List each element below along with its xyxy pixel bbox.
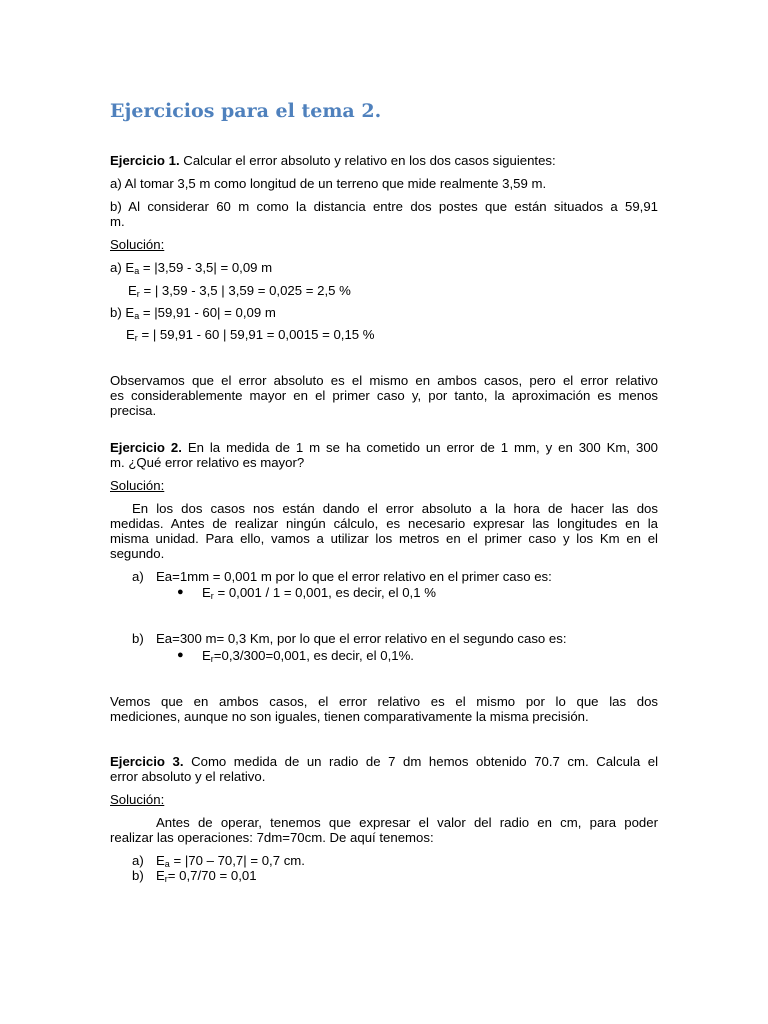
formula-prefix: E xyxy=(156,853,165,868)
exercise-3-paragraph-line2: realizar las operaciones: 7dm=70cm. De aquí tenemos: xyxy=(110,830,434,845)
subscript: r xyxy=(134,333,138,343)
formula-prefix: E xyxy=(126,327,135,342)
exercise-2-item-b-marker: b) xyxy=(132,631,144,646)
exercise-2-statement-line1 xyxy=(110,440,658,456)
exercise-1-text: Calcular el error absoluto y relativo en los dos casos siguientes: xyxy=(179,153,556,168)
exercise-2-solution-heading: Solución: xyxy=(110,478,165,493)
formula-rest: = |3,59 - 3,5| = 0,09 m xyxy=(139,260,273,275)
exercise-3-text: Como medida de un radio de 7 dm hemos obtenido 70.7 cm. Calcula el xyxy=(183,754,658,769)
subscript: a xyxy=(134,311,140,321)
exercise-3-item-b xyxy=(156,868,257,884)
exercise-1-case-a: a) Al tomar 3,5 m como longitud de un terreno que mide realmente 3,59 m. xyxy=(110,176,547,191)
formula-rest: = | 59,91 - 60 | 59,91 = 0,0015 = 0,15 % xyxy=(137,327,375,342)
formula-rest: = 0,7/70 = 0,01 xyxy=(167,868,257,883)
subscript: r xyxy=(164,874,168,884)
formula-rest: = |59,91 - 60| = 0,09 m xyxy=(139,305,276,320)
exercise-2-text: En la medida de 1 m se ha cometido un error de 1 mm, y en 300 Km, 300 xyxy=(181,440,659,455)
exercise-3-item-a xyxy=(156,853,305,869)
exercise-1-solution-a-abs xyxy=(110,260,272,276)
formula-prefix: a) E xyxy=(110,260,135,275)
exercise-2-item-a-text: Ea=1mm = 0,001 m por lo que el error relativo en el primer caso es: xyxy=(156,569,552,584)
exercise-1-case-b-line1: b) Al considerar 60 m como la distancia entre dos postes que están situados a 59,91 xyxy=(110,199,658,214)
exercise-2-paragraph-line2: medidas. Antes de realizar ningún cálculo, es necesario expresar las longitudes en la xyxy=(110,516,658,531)
subscript: r xyxy=(210,654,214,664)
formula-prefix: b) E xyxy=(110,305,135,320)
exercise-3-label: Ejercicio 3. xyxy=(110,754,184,769)
formula-prefix: E xyxy=(202,585,211,600)
formula-rest: =0,3/300=0,001, es decir, el 0,1%. xyxy=(213,648,414,663)
exercise-1-case-b-line2: m. xyxy=(110,214,125,229)
exercise-1-solution-b-rel xyxy=(126,327,375,343)
exercise-1-solution-b-abs xyxy=(110,305,276,321)
formula-prefix: E xyxy=(202,648,211,663)
exercise-1-observation-line1: Observamos que el error absoluto es el mismo en ambos casos, pero el error relativo xyxy=(110,373,658,388)
exercise-3-item-a-marker: a) xyxy=(132,853,144,868)
formula-prefix: E xyxy=(156,868,165,883)
exercise-1-solution-a-rel xyxy=(128,283,351,299)
exercise-1-observation-line3: precisa. xyxy=(110,403,157,418)
bullet-icon: ● xyxy=(177,649,184,661)
exercise-2-label: Ejercicio 2. xyxy=(110,440,182,455)
formula-rest: = |70 – 70,7| = 0,7 cm. xyxy=(169,853,305,868)
exercise-2-conclusion-line1: Vemos que en ambos casos, el error relativo es el mismo por lo que las dos xyxy=(110,694,658,709)
exercise-2-item-b-bullet xyxy=(202,648,414,664)
subscript: a xyxy=(164,859,170,869)
exercise-1-label: Ejercicio 1. xyxy=(110,153,180,168)
exercise-2-item-b-text: Ea=300 m= 0,3 Km, por lo que el error relativo en el segundo caso es: xyxy=(156,631,567,646)
exercise-3-statement-line2: error absoluto y el relativo. xyxy=(110,769,266,784)
formula-rest: = 0,001 / 1 = 0,001, es decir, el 0,1 % xyxy=(213,585,436,600)
exercise-3-statement-line1 xyxy=(110,754,658,770)
exercise-3-paragraph-line1: Antes de operar, tenemos que expresar el valor del radio en cm, para poder xyxy=(156,815,658,830)
exercise-3-solution-heading: Solución: xyxy=(110,792,165,807)
formula-prefix: E xyxy=(128,283,137,298)
exercise-2-item-a-marker: a) xyxy=(132,569,144,584)
exercise-2-item-a-bullet xyxy=(202,585,436,601)
bullet-icon: ● xyxy=(177,586,184,598)
exercise-2-conclusion-line2: mediciones, aunque no son iguales, tienen comparativamente la misma precisión. xyxy=(110,709,589,724)
exercise-1-observation-line2: es considerablemente mayor en el primer caso y, por tanto, la aproximación es menos xyxy=(110,388,658,403)
subscript: r xyxy=(136,289,140,299)
page-title: Ejercicios para el tema 2. xyxy=(110,100,382,122)
exercise-2-statement-line2: m. ¿Qué error relativo es mayor? xyxy=(110,455,305,470)
exercise-2-paragraph-line3: misma unidad. Para ello, vamos a utilizar los metros en el primer caso y los Km en el xyxy=(110,531,658,546)
exercise-3-item-b-marker: b) xyxy=(132,868,144,883)
exercise-2-paragraph-line4: segundo. xyxy=(110,546,165,561)
exercise-1-solution-heading: Solución: xyxy=(110,237,165,252)
formula-rest: = | 3,59 - 3,5 | 3,59 = 0,025 = 2,5 % xyxy=(139,283,351,298)
exercise-2-paragraph-line1: En los dos casos nos están dando el error absoluto a la hora de hacer las dos xyxy=(132,501,658,516)
subscript: a xyxy=(134,266,140,276)
subscript: r xyxy=(210,591,214,601)
exercise-1-statement xyxy=(110,153,556,169)
